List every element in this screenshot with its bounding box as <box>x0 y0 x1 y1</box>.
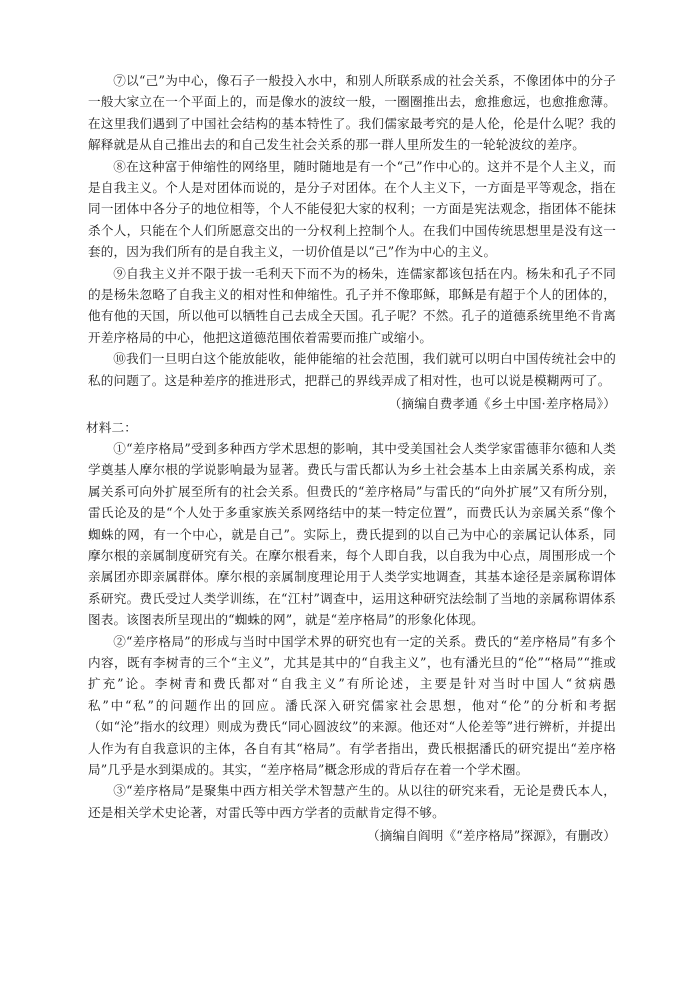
paragraph-m2-2: ②“差序格局”的形成与当时中国学术界的研究也有一定的关系。费氏的“差序格局”有多个内容，既有李树青的三个“主义”，尤其是其中的“自我主义”，也有潘光旦的“伦”“格局”“推或扩充”论。李树青和费氏都对“自我主义”有所论述，主要是针对当时中国人“贫病愚私”中“私”的问题作出的回应。潘氏深入研究儒家社会思想，他对“伦”的分析和考据（如“沦”指水的纹理）则成为费氏“同心圆波纹”的来源。他还对“人伦差等”进行辨析，并提出人作为有自我意识的主体，各自有其“格局”。有学者指出，费氏根据潘氏的研究提出“差序格局”几乎是水到渠成的。其实，“差序格局”概念形成的背后存在着一个学术圈。 <box>88 633 616 777</box>
material-one-source: （摘编自费孝通《乡土中国·差序格局》） <box>388 396 616 412</box>
document-page <box>88 70 616 849</box>
material-two-heading: 材料二： <box>86 419 137 435</box>
material-two-source: （摘编自阎明《“差序格局”探源》，有删改） <box>366 828 616 844</box>
paragraph-m2-1: ①“差序格局”受到多种西方学术思想的影响，其中受美国社会人类学家雷德菲尔德和人类学奠基人摩尔根的学说影响最为显著。费氏与雷氏都认为乡土社会基本上由亲属关系构成，亲属关系可向外扩展至所有的社会关系。但费氏的“差序格局”与雷氏的“向外扩展”又有所分别，雷氏论及的是“个人处于多重家族关系网络结中的某一特定位置”，而费氏认为亲属关系“像个蜘蛛的网，有一个中心，就是自己”。实际上，费氏提到的以自己为中心的亲属记认体系，同摩尔根的亲属制度研究有关。在摩尔根看来，每个人即自我，以自我为中心点，周围形成一个亲属团亦即亲属群体。摩尔根的亲属制度理论用于人类学实地调查，其基本途径是亲属称谓体系研究。费氏受过人类学训练，在“江村”调查中，运用这种研究法绘制了当地的亲属称谓体系图表。该图表所呈现出的“蜘蛛的网”，就是“差序格局”的形象化体现。 <box>88 440 616 628</box>
paragraph-m2-3: ③“差序格局”是聚集中西方相关学术智慧产生的。从以往的研究来看，无论是费氏本人，还是相关学术史论著，对雷氏等中西方学者的贡献肯定得不够。 <box>88 783 616 820</box>
paragraph-7: ⑦以“己”为中心，像石子一般投入水中，和别人所联系成的社会关系，不像团体中的分子一般大家立在一个平面上的，而是像水的波纹一般，一圈圈推出去，愈推愈远，也愈推愈薄。在这里我们遇到了中国社会结构的基本特性了。我们儒家最考究的是人伦，伦是什么呢？我的解释就是从自己推出去的和自己发生社会关系的那一群人里所发生的一轮轮波纹的差序。 <box>88 73 616 153</box>
paragraph-10: ⑩我们一旦明白这个能放能收，能伸能缩的社会范围，我们就可以明白中国传统社会中的私的问题了。这是种差序的推进形式，把群己的界线弄成了相对性，也可以说是模糊两可了。 <box>88 351 616 388</box>
paragraph-8: ⑧在这种富于伸缩性的网络里，随时随地是有一个“己”作中心的。这并不是个人主义，而是自我主义。个人是对团体而说的，是分子对团体。在个人主义下，一方面是平等观念，指在同一团体中各分子的地位相等，个人不能侵犯大家的权利；一方面是宪法观念，指团体不能抹杀个人，只能在个人们所愿意交出的一分权利上控制个人。在我们中国传统思想里是没有这一套的，因为我们所有的是自我主义，一切价值是以“己”作为中心的主义。 <box>88 158 616 260</box>
paragraph-9: ⑨自我主义并不限于拔一毛利天下而不为的杨朱，连儒家都该包括在内。杨朱和孔子不同的是杨朱忽略了自我主义的相对性和伸缩性。孔子并不像耶稣，耶稣是有超于个人的团体的，他有他的天国，所以他可以牺牲自己去成全天国。孔子呢？不然。孔子的道德系统里绝不肯离开差序格局的中心，他把这道德范围依着需要而推广或缩小。 <box>88 265 616 345</box>
